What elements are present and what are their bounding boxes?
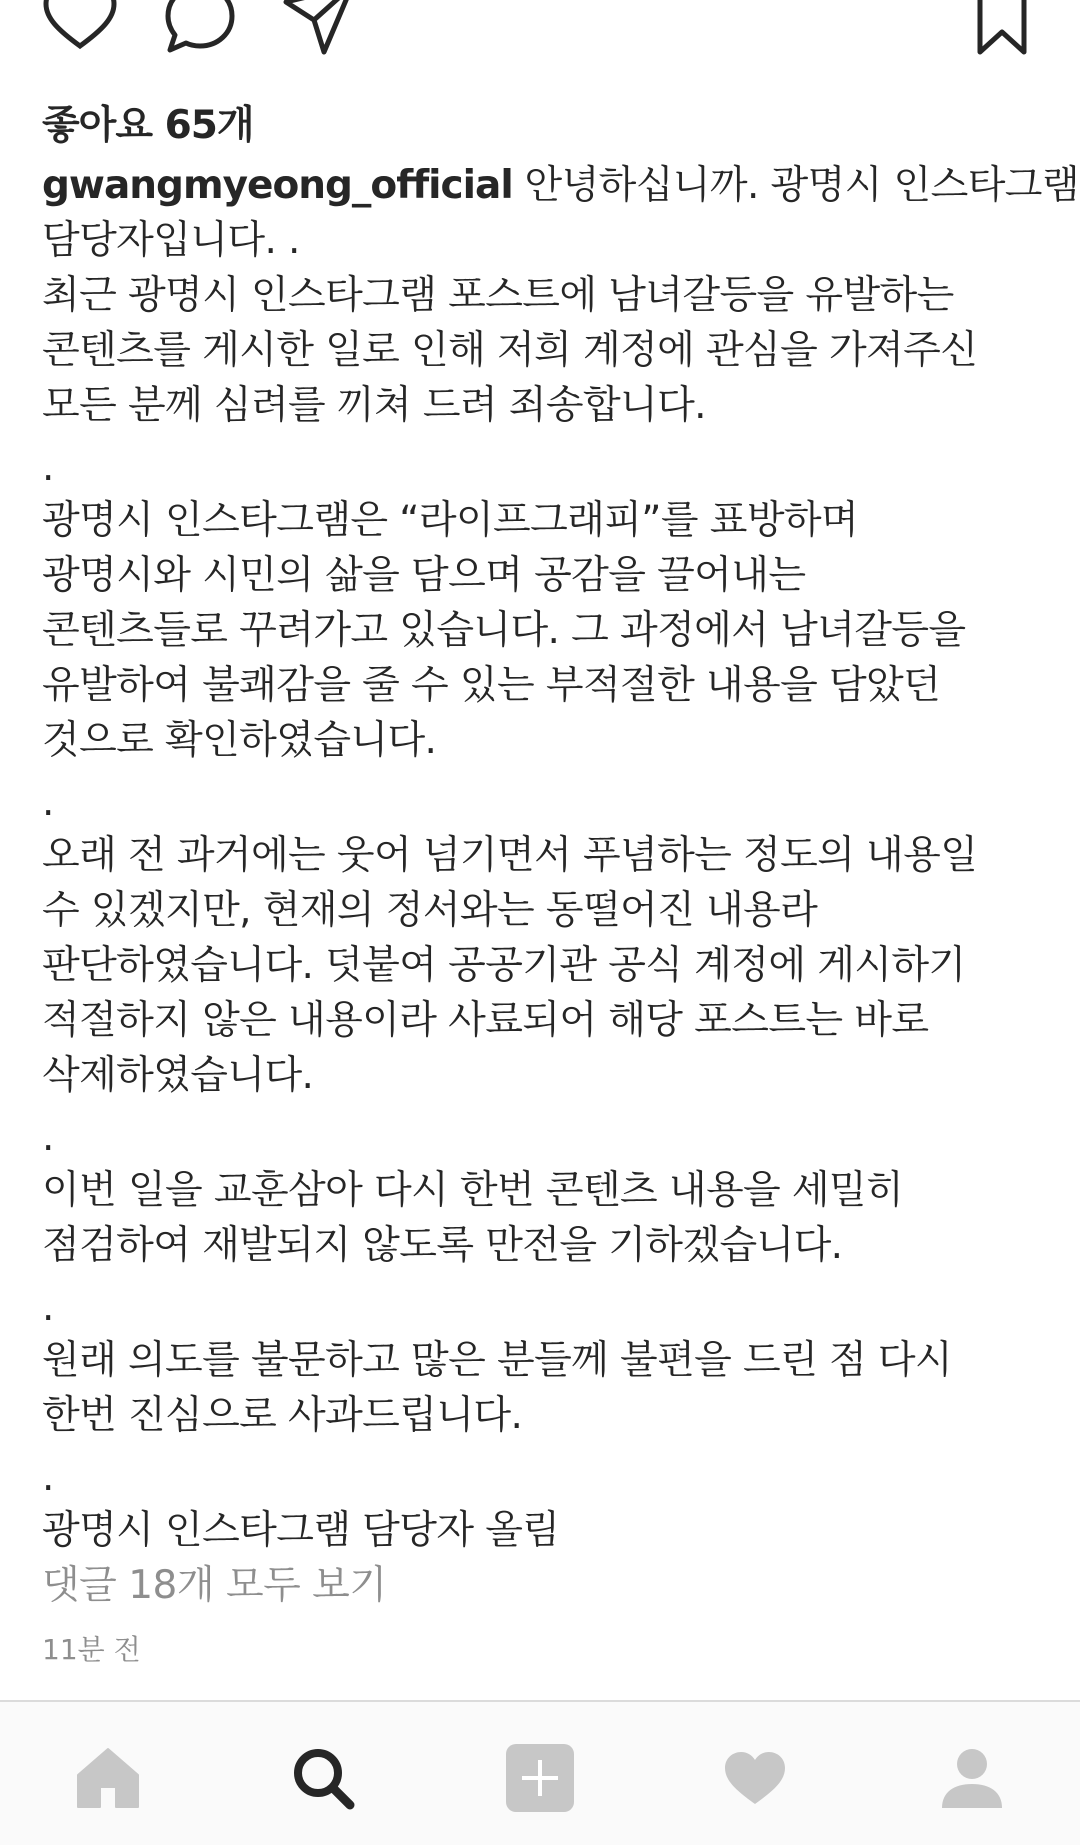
- caption-line: 광명시 인스타그램 담당자 올림: [42, 1508, 560, 1553]
- caption-line: 최근 광명시 인스타그램 포스트에 남녀갈등을 유발하는: [42, 273, 954, 318]
- heart-outline-icon[interactable]: [40, 0, 120, 60]
- caption-line: 광명시 인스타그램은 “라이프그래피”를 표방하며: [42, 498, 859, 543]
- caption-line: 이번 일을 교훈삼아 다시 한번 콘텐츠 내용을 세밀히: [42, 1168, 904, 1213]
- caption-line: 판단하였습니다. 덧붙여 공공기관 공식 계정에 게시하기: [42, 943, 966, 988]
- caption-line: 콘텐츠들로 꾸려가고 있습니다. 그 과정에서 남녀갈등을: [42, 608, 966, 653]
- caption-line: 콘텐츠를 게시한 일로 인해 저희 계정에 관심을 가져주신: [42, 328, 978, 373]
- view-all-comments-link[interactable]: 댓글 18개 모두 보기: [42, 1563, 387, 1608]
- add-post-icon: [504, 1742, 576, 1814]
- post-timestamp: 11분 전: [42, 1633, 141, 1666]
- caption-line: [42, 1273, 1052, 1293]
- like-count[interactable]: 좋아요 65개: [42, 103, 254, 148]
- caption-line: 원래 의도를 불문하고 많은 분들께 불편을 드린 점 다시: [42, 1338, 953, 1383]
- tab-profile[interactable]: [932, 1738, 1012, 1818]
- bottom-tab-bar: [0, 1700, 1080, 1845]
- caption-line: 수 있겠지만, 현재의 정서와는 동떨어진 내용라: [42, 888, 818, 933]
- paper-plane-icon[interactable]: [280, 0, 360, 60]
- search-icon: [291, 1746, 355, 1810]
- caption-line: [42, 433, 1052, 453]
- caption-line: [42, 158, 1079, 213]
- profile-icon: [940, 1746, 1004, 1810]
- caption-line: 광명시와 시민의 삶을 담으며 공감을 끌어내는: [42, 553, 806, 598]
- caption-line: .: [42, 1455, 54, 1500]
- caption-line: .: [42, 445, 54, 490]
- caption-line: 점검하여 재발되지 않도록 만전을 기하겠습니다.: [42, 1223, 843, 1268]
- caption-line: 오래 전 과거에는 웃어 넘기면서 푸념하는 정도의 내용일: [42, 833, 978, 878]
- caption-line: .: [42, 780, 54, 825]
- caption-line: 한번 진심으로 사과드립니다.: [42, 1393, 523, 1438]
- caption-line: [42, 1103, 1052, 1123]
- caption-line: [42, 768, 1052, 788]
- bookmark-icon[interactable]: [976, 0, 1028, 60]
- caption-line: 것으로 확인하였습니다.: [42, 718, 437, 763]
- caption-line: 삭제하였습니다.: [42, 1053, 314, 1098]
- caption-line: 모든 분께 심려를 끼쳐 드려 죄송합니다.: [42, 383, 706, 428]
- post-username[interactable]: gwangmyeong_official: [42, 163, 513, 208]
- tab-home[interactable]: [68, 1738, 148, 1818]
- caption-line: 적절하지 않은 내용이라 사료되어 해당 포스트는 바로: [42, 998, 929, 1043]
- caption-line: .: [42, 1115, 54, 1160]
- activity-heart-icon: [723, 1750, 787, 1806]
- caption-text: 안녕하십니까. 광명시 인스타그램: [512, 163, 1079, 208]
- tab-activity[interactable]: [715, 1738, 795, 1818]
- caption-line: .: [42, 1285, 54, 1330]
- home-icon: [76, 1747, 140, 1809]
- tab-add-post[interactable]: [500, 1738, 580, 1818]
- post-action-bar: [0, 0, 1080, 70]
- comment-bubble-icon[interactable]: [162, 0, 238, 60]
- caption-line: 담당자입니다. .: [42, 218, 300, 263]
- caption-line: 유발하여 불쾌감을 줄 수 있는 부적절한 내용을 담았던: [42, 663, 941, 708]
- caption-line: [42, 1443, 1052, 1463]
- tab-search[interactable]: [283, 1738, 363, 1818]
- post-caption: [42, 158, 1079, 1558]
